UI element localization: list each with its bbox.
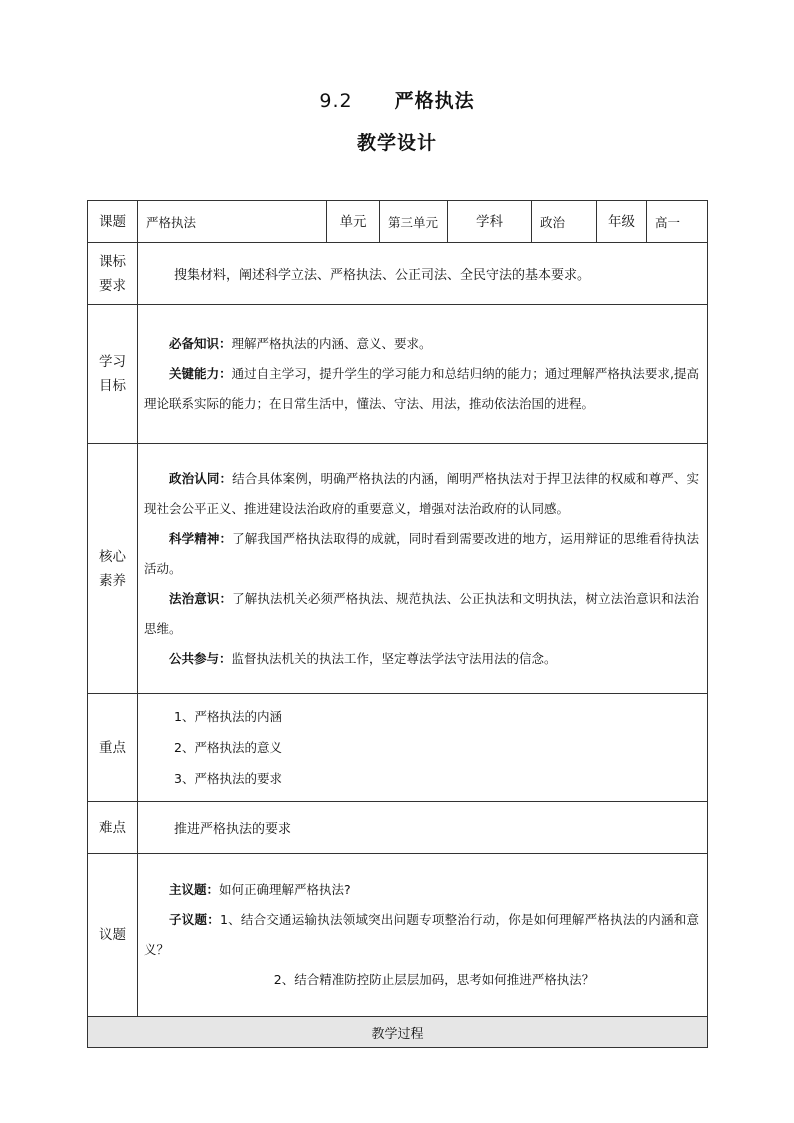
goals-content xyxy=(138,305,708,444)
subject-label: 学科 xyxy=(448,201,532,243)
goals-label-line1: 学习 xyxy=(99,354,126,370)
goal-head: 关键能力： xyxy=(169,366,232,381)
grade-label: 年级 xyxy=(597,201,647,243)
grade-value: 高一 xyxy=(647,201,708,243)
literacy-head: 法治意识： xyxy=(169,590,233,606)
issues-content xyxy=(138,854,708,1017)
literacy-label-line1: 核心 xyxy=(99,548,126,565)
issues-row xyxy=(88,854,708,1017)
key-point-item: 1、严格执法的内涵 xyxy=(174,709,282,724)
literacy-head: 公共参与： xyxy=(169,650,232,666)
key-points-row xyxy=(88,694,708,802)
lesson-plan-table xyxy=(87,200,708,1048)
title-number: 9.2 xyxy=(319,90,353,112)
unit-value: 第三单元 xyxy=(380,201,448,243)
title-name: 严格执法 xyxy=(394,90,475,112)
sub-issue-2: 2、结合精准防控防止层层加码，思考如何推进严格执法？ xyxy=(273,972,595,987)
standard-text: 搜集材料，阐述科学立法、严格执法、公正司法、全民守法的基本要求。 xyxy=(138,243,708,305)
literacy-text: 结合具体案例，明确严格执法的内涵，阐明严格执法对于捍卫法律的权威和尊严、实现社会公平正义、推进建设法治政府的重要意义，增强对法治政府的认同感。 xyxy=(144,470,699,516)
literacy-text: 了解我国严格执法取得的成就，同时看到需要改进的地方，运用辩证的思维看待执法活动。 xyxy=(144,530,699,576)
unit-label: 单元 xyxy=(327,201,380,243)
sub-issue-head: 子议题： xyxy=(169,912,220,927)
standard-label xyxy=(88,243,138,305)
goal-item xyxy=(138,359,707,419)
difficulty-row xyxy=(88,802,708,854)
main-issue-text: 如何正确理解严格执法? xyxy=(219,882,351,897)
process-row xyxy=(88,1017,708,1048)
literacy-item xyxy=(138,524,707,584)
topic-label: 课题 xyxy=(88,201,138,243)
goals-row xyxy=(88,305,708,444)
goal-head: 必备知识： xyxy=(169,336,232,351)
goal-text: 理解严格执法的内涵、意义、要求。 xyxy=(231,336,432,351)
difficulty-label: 难点 xyxy=(88,802,138,854)
standard-row xyxy=(88,243,708,305)
literacy-text: 了解执法机关必须严格执法、规范执法、公正执法和文明执法，树立法治意识和法治思维。 xyxy=(144,590,699,636)
standard-label-line1: 课标 xyxy=(99,253,126,270)
literacy-item xyxy=(138,584,707,644)
literacy-head: 科学精神： xyxy=(169,530,233,546)
document-title xyxy=(0,86,794,113)
main-issue-head: 主议题： xyxy=(169,882,220,897)
literacy-item xyxy=(138,464,707,524)
literacy-label xyxy=(88,444,138,694)
sub-issue xyxy=(138,905,707,965)
sub-issue-text: 1、结合交通运输执法领域突出问题专项整治行动，你是如何理解严格执法的内涵和意义？ xyxy=(144,912,699,957)
literacy-item xyxy=(138,644,707,674)
goals-label-line2: 目标 xyxy=(99,378,126,394)
literacy-content xyxy=(138,444,708,694)
issues-label: 议题 xyxy=(88,854,138,1017)
goal-item xyxy=(138,329,707,359)
goal-text: 通过自主学习，提升学生的学习能力和总结归纳的能力；通过理解严格执法要求,提高理论联系实际的能力；在日常生活中，懂法、守法、用法，推动依法治国的进程。 xyxy=(144,366,699,411)
literacy-text: 监督执法机关的执法工作，坚定尊法学法守法用法的信念。 xyxy=(231,650,557,666)
document-subtitle: 教学设计 xyxy=(356,132,437,154)
key-points-content xyxy=(138,694,708,802)
topic-value: 严格执法 xyxy=(138,201,327,243)
teaching-process-header: 教学过程 xyxy=(88,1017,708,1048)
literacy-row xyxy=(88,444,708,694)
main-issue xyxy=(138,875,707,905)
difficulty-text: 推进严格执法的要求 xyxy=(138,802,708,854)
key-points-label: 重点 xyxy=(88,694,138,802)
literacy-head: 政治认同： xyxy=(169,470,233,486)
key-point-item: 2、严格执法的意义 xyxy=(174,740,282,755)
goals-label xyxy=(88,305,138,444)
literacy-label-line2: 素养 xyxy=(99,572,126,589)
header-row xyxy=(88,201,708,243)
standard-label-line2: 要求 xyxy=(99,277,126,294)
subject-value: 政治 xyxy=(532,201,597,243)
key-point-item: 3、严格执法的要求 xyxy=(174,771,282,786)
